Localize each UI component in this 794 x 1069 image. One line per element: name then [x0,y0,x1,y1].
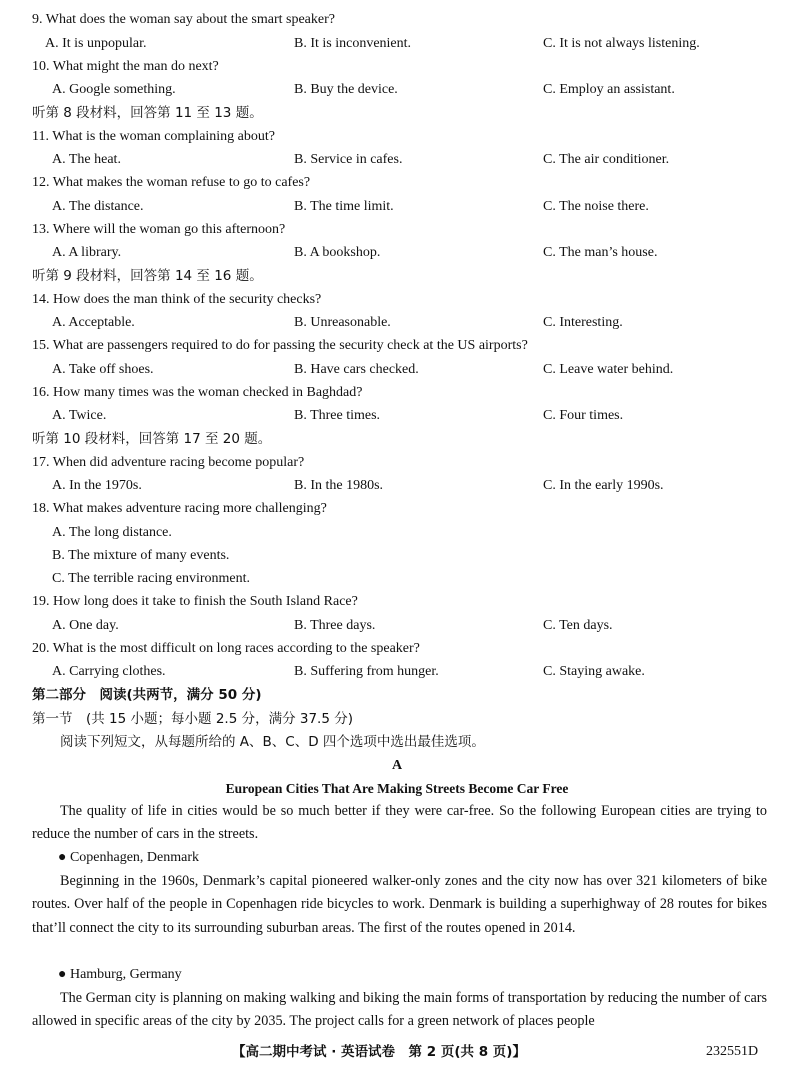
q14-option-a: A. Acceptable. [52,315,135,330]
passage-hamburg-text: The German city is planning on making walking and biking the main forms of transportation by reducing the number of cars allowed in specific areas of the city by 2035. The project calls for a green network of places people [32,990,767,1030]
section1-heading: 第一节 (共 15 小题；每小题 2.5 分，满分 37.5 分) [32,711,353,727]
passage-intro [32,800,767,847]
q19-option-b: B. Three days. [294,618,376,633]
q13-option-b: B. A bookshop. [294,245,381,260]
q14-option-c: C. Interesting. [543,315,623,330]
q12-option-a: A. The distance. [52,199,144,214]
q20-option-c: C. Staying awake. [543,664,645,679]
q12-option-b: B. The time limit. [294,199,394,214]
q11-option-c: C. The air conditioner. [543,152,670,167]
instruction-material-8: 听第 8 段材料，回答第 11 至 13 题。 [32,105,263,121]
q17-option-c: C. In the early 1990s. [543,478,664,493]
q12-option-c: C. The noise there. [543,199,649,214]
q16-option-b: B. Three times. [294,408,381,423]
q16-option-a: A. Twice. [52,408,107,423]
q19-option-c: C. Ten days. [543,618,613,633]
q14-option-b: B. Unreasonable. [294,315,391,330]
footer-code: 232551D [706,1044,759,1059]
question-9: 9. What does the woman say about the smart speaker? [32,12,335,27]
question-19: 19. How long does it take to finish the South Island Race? [32,594,358,609]
q13-option-a: A. A library. [52,245,122,260]
footer-label: 【高二期中考试 · 英语试卷 第 2 页(共 8 页)】 [232,1044,526,1060]
q17-option-b: B. In the 1980s. [294,478,384,493]
q9-option-b: B. It is inconvenient. [294,36,412,51]
q10-option-a: A. Google something. [52,82,176,97]
part2-title: 第二部分 阅读(共两节，满分 50 分) [32,687,262,703]
q15-option-a: A. Take off shoes. [52,362,154,377]
q19-option-a: A. One day. [52,618,119,633]
question-15: 15. What are passengers required to do for passing the security check at the US airports? [32,338,528,353]
question-12: 12. What makes the woman refuse to go to cafes? [32,175,311,190]
reading-direction: 阅读下列短文，从每题所给的 A、B、C、D 四个选项中选出最佳选项。 [60,734,485,750]
passage-copenhagen-text: Beginning in the 1960s, Denmark’s capital pioneered walker-only zones and the city now has over 321 kilometers of bike routes. Over half of the people in Copenhagen ride bicycles to work. Denmark is building a superhighway of 28 routes for bikes that’ll connect the city to its surrounding suburban areas. The first of the routes opened in 2014. [32,873,767,936]
passage-intro-text: The quality of life in cities would be so much better if they were car-free. So the following European cities are trying to reduce the number of cars in the streets. [32,803,767,843]
q18-option-c: C. The terrible racing environment. [52,571,251,586]
question-20: 20. What is the most difficult on long races according to the speaker? [32,641,420,656]
instruction-material-10: 听第 10 段材料，回答第 17 至 20 题。 [32,431,272,447]
passage-title: European Cities That Are Making Streets Become Car Free [225,781,569,796]
question-16: 16. How many times was the woman checked in Baghdad? [32,385,363,400]
question-18: 18. What makes adventure racing more challenging? [32,501,327,516]
q9-option-c: C. It is not always listening. [543,36,700,51]
q15-option-c: C. Leave water behind. [543,362,674,377]
q20-option-b: B. Suffering from hunger. [294,664,439,679]
q18-option-b: B. The mixture of many events. [52,548,230,563]
q18-option-a: A. The long distance. [52,525,172,540]
passage-hamburg [32,987,767,1034]
city-heading-hamburg: ● Hamburg, Germany [58,967,182,982]
question-17: 17. When did adventure racing become popular? [32,455,305,470]
q9-option-a: A. It is unpopular. [45,36,147,51]
q16-option-c: C. Four times. [543,408,624,423]
question-14: 14. How does the man think of the security checks? [32,292,322,307]
q15-option-b: B. Have cars checked. [294,362,419,377]
passage-copenhagen [32,870,767,940]
q11-option-b: B. Service in cafes. [294,152,403,167]
q10-option-c: C. Employ an assistant. [543,82,675,97]
instruction-material-9: 听第 9 段材料，回答第 14 至 16 题。 [32,268,263,284]
question-13: 13. Where will the woman go this afternoon? [32,222,286,237]
q13-option-c: C. The man’s house. [543,245,658,260]
passage-letter: A [391,758,403,773]
q17-option-a: A. In the 1970s. [52,478,142,493]
q11-option-a: A. The heat. [52,152,121,167]
q10-option-b: B. Buy the device. [294,82,398,97]
question-10: 10. What might the man do next? [32,59,219,74]
question-11: 11. What is the woman complaining about? [32,129,276,144]
city-heading-copenhagen: ● Copenhagen, Denmark [58,850,200,865]
q20-option-a: A. Carrying clothes. [52,664,166,679]
